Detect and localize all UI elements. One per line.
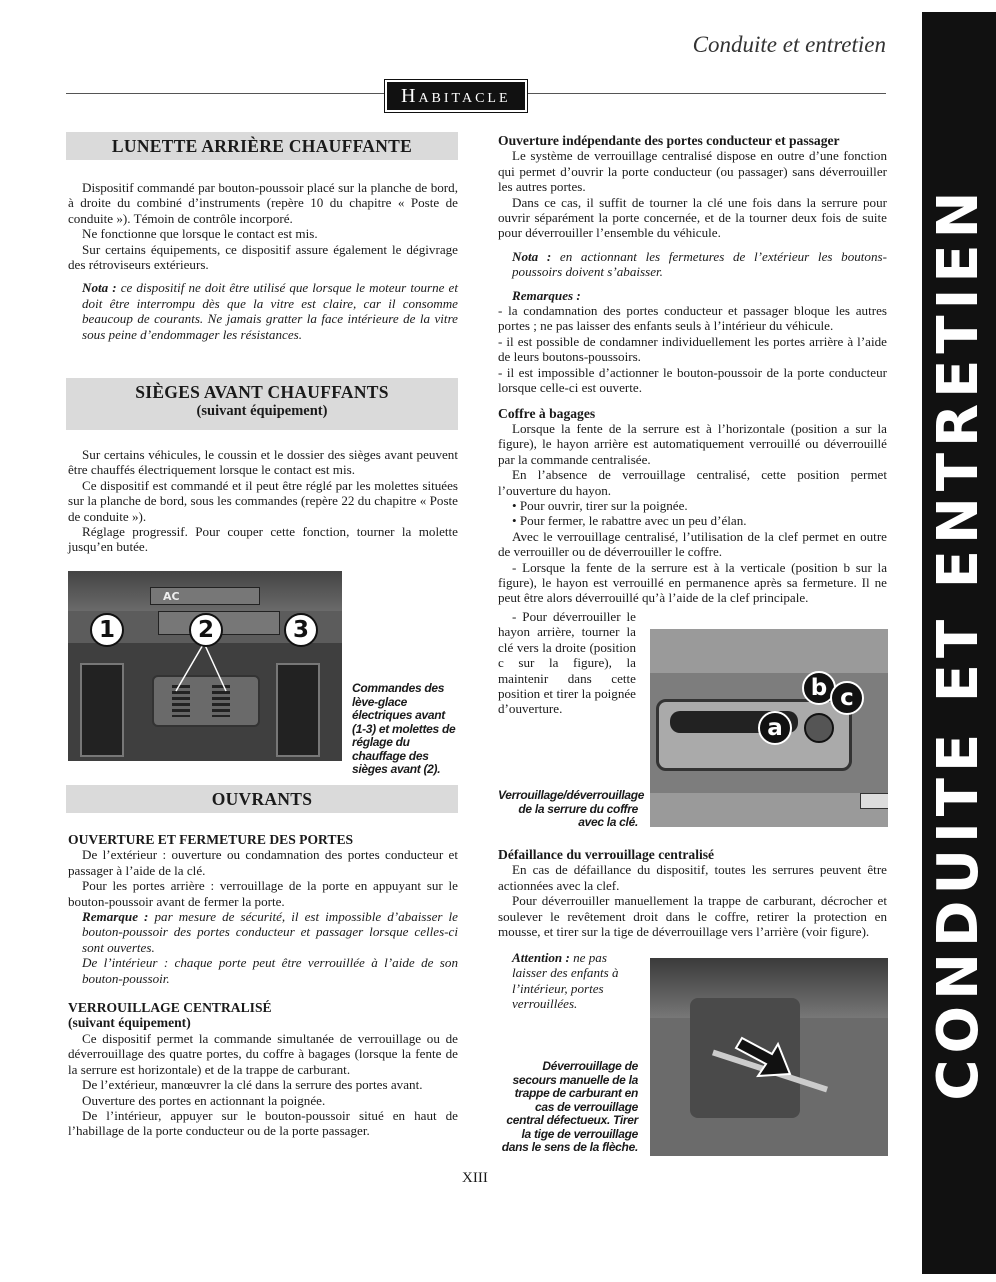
- side-tab-label: CONDUITE ET ENTRETIEN: [926, 185, 991, 1101]
- marker-a: a: [758, 711, 792, 745]
- paragraph: - Lorsque la fente de la serrure est à la verticale (position b sur la figure), le hayon est verrouillé en permanence après sa fermeture. Il ne peut être alors déverrouillé qu’à l’aide de la clef principale.: [498, 559, 887, 606]
- subheading: Ouverture indépendante des portes conducteur et passager: [498, 133, 840, 148]
- paragraph: En cas de défaillance du dispositif, toutes les serrures peuvent être actionnées avec la clef.: [498, 862, 887, 893]
- page-number: XIII: [462, 1170, 488, 1186]
- marker-2: 2: [189, 613, 223, 647]
- sieges-text: [68, 447, 458, 555]
- section-subtitle: (suivant équipement): [196, 403, 328, 419]
- right-column-top: [498, 133, 887, 606]
- side-tab: [922, 12, 996, 1274]
- photo-detail: [860, 793, 888, 809]
- paragraph: Lorsque la fente de la serrure est à l’horizontale (position a sur la figure), le hayon arrière est automatiquement verrouillé ou déverrouillé par la commande centralisée.: [498, 420, 887, 467]
- paragraph: Ce dispositif est commandé et il peut être réglé par les molettes situées sur la planche de bord, sous les commandes (repère 22 du chapitre « Poste de conduite »).: [68, 477, 458, 524]
- attention-note: [498, 950, 628, 1012]
- paragraph: Sur certains véhicules, le coussin et le dossier des sièges avant peuvent être chauffés électriquement lorsque le contact est mis.: [68, 447, 458, 478]
- paragraph: Avec le verrouillage centralisé, l’utilisation de la clef permet en outre de verrouiller ou de déverrouiller le coffre.: [498, 528, 887, 560]
- paragraph: Ouverture des portes en actionnant la poignée.: [82, 1092, 326, 1108]
- lock-caption: Verrouillage/déverrouillage de la serrure du coffre avec la clé.: [498, 788, 645, 829]
- paragraph: De l’intérieur, appuyer sur le bouton-poussoir situé en haut de l’habillage de la porte conducteur ou de la porte passager.: [68, 1107, 458, 1139]
- paragraph: Dans ce cas, il suffit de tourner la clé une fois dans la serrure pour ouvrir séparément la porte concernée, et de la tourner deux fois de suite pour déverrouiller l’ensemble du véhicule.: [498, 194, 887, 241]
- paragraph: - Pour déverrouiller le hayon arrière, tourner la clé vers la droite (position c sur la figure), la maintenir dans cette position et tirer la poignée d’ouverture.: [498, 609, 636, 717]
- paragraph: - il est impossible d’actionner le bouton-poussoir de la porte conducteur lorsque celle-ci est ouverte.: [498, 364, 887, 396]
- arrow-icon: [650, 958, 888, 1156]
- lunette-text: [68, 180, 458, 342]
- note-text: ne pas laisser des enfants à l’intérieur, portes verrouillées.: [512, 950, 619, 1012]
- marker-c: c: [830, 681, 864, 715]
- note-label: Remarque :: [82, 909, 149, 925]
- paragraph: Ne fonctionne que lorsque le contact est mis.: [82, 226, 318, 242]
- section-title: SIÈGES AVANT CHAUFFANTS: [135, 382, 389, 402]
- note-text: en actionnant les fermetures de l’extérieur les boutons-poussoirs doivent s’abaisser.: [512, 248, 887, 280]
- section-badge: Habitacle: [385, 80, 527, 112]
- marker-3: 3: [284, 613, 318, 647]
- note: [68, 909, 458, 955]
- remarks-label: Remarques :: [512, 287, 581, 303]
- note-label: Nota :: [82, 280, 117, 296]
- running-header: Conduite et entretien: [692, 32, 886, 57]
- coffre-narrow-text: [498, 609, 636, 717]
- section-banner-lunette: [66, 132, 458, 160]
- paragraph: Le système de verrouillage centralisé dispose en outre d’une fonction qui permet d’ouvrir la porte conducteur (ou passager) sans déverrouiller les autres portes.: [498, 148, 887, 195]
- fuel-release-photo: [650, 958, 888, 1156]
- note-text: par mesure de sécurité, il est impossible d’abaisser le bouton-poussoir des portes conducteur et passager lorsque celles-ci sont ouvertes.: [82, 909, 458, 955]
- paragraph: Dispositif commandé par bouton-poussoir placé sur la planche de bord, à droite du combiné d’instruments (repère 10 du chapitre « Poste de conduite »). Témoin de contrôle incorporé.: [68, 180, 458, 226]
- ac-button-label: AC: [163, 590, 180, 603]
- paragraph: Ce dispositif permet la commande simultanée de verrouillage ou de déverrouillage des quatre portes, du coffre à bagages (lorsque la fente de la serrure est horizontale) et de la trappe de carburant.: [68, 1030, 458, 1077]
- paragraph: Pour les portes arrière : verrouillage de la porte en appuyant sur le bouton-poussoir avant de fermer la porte.: [68, 878, 458, 909]
- subheading: VERROUILLAGE CENTRALISÉ: [68, 1000, 272, 1016]
- note: [498, 249, 887, 280]
- paragraph: • Pour fermer, le rabattre avec un peu d’élan.: [512, 513, 747, 529]
- note: [68, 280, 458, 342]
- paragraph: Réglage progressif. Pour couper cette fonction, tourner la molette jusqu’en butée.: [68, 524, 458, 555]
- paragraph: • Pour ouvrir, tirer sur la poignée.: [512, 497, 688, 513]
- paragraph: De l’extérieur, manœuvrer la clé dans la serrure des portes avant.: [82, 1077, 423, 1093]
- note: De l’intérieur : chaque porte peut être verrouillée à l’aide de son bouton-poussoir.: [82, 955, 458, 986]
- photo-caption: Commandes des lève-glace électriques avant (1-3) et molettes de réglage du chauffage des sièges avant (2).: [352, 681, 456, 776]
- paragraph: - la condamnation des portes conducteur et passager bloque les autres portes ; ne pas laisser des enfants seuls à l’intérieur du véhicule.: [498, 303, 887, 334]
- subheading: Défaillance du verrouillage centralisé: [498, 847, 715, 862]
- paragraph: Pour déverrouiller manuellement la trappe de carburant, décrocher et soulever le revêtement droit dans le coffre, retirer la protection en mousse, et tirer sur la tige de déverrouillage vers l’arrière (voir figure).: [498, 893, 887, 940]
- paragraph: Sur certains équipements, ce dispositif assure également le dégivrage des rétroviseurs extérieurs.: [68, 241, 458, 273]
- section-banner-sieges: [66, 378, 458, 430]
- paragraph: En l’absence de verrouillage centralisé, cette position permet l’ouverture du hayon.: [498, 467, 887, 498]
- marker-b: b: [802, 671, 836, 705]
- section-title: LUNETTE ARRIÈRE CHAUFFANTE: [111, 136, 413, 156]
- note-label: Nota :: [512, 248, 552, 264]
- section-title: OUVRANTS: [211, 789, 313, 809]
- note-label: Attention :: [512, 950, 570, 965]
- trunk-lock-photo: [650, 629, 888, 827]
- defaillance-text: [498, 847, 887, 939]
- subheading: OUVERTURE ET FERMETURE DES PORTES: [68, 832, 354, 847]
- marker-lines: [68, 571, 342, 761]
- subheading: Coffre à bagages: [498, 405, 596, 421]
- paragraph: - il est possible de condamner individuellement les portes arrière à l’aide de leurs boutons-poussoirs.: [498, 333, 887, 365]
- note-text: ce dispositif ne doit être utilisé que lorsque le moteur tourne et doit être interrompu dès que la vitre est claire, car il consomme beaucoup de courants. Ne jamais gratter la face intérieure de la vitre sous peine d’endommager les résistances.: [82, 280, 459, 342]
- dashboard-photo: [68, 571, 342, 761]
- fuel-release-caption: Déverrouillage de secours manuelle de la trappe de carburant en cas de verrouillage central défectueux. Tirer la tige de verrouillage dans le sens de la flèche.: [501, 1059, 638, 1154]
- subheading: (suivant équipement): [68, 1015, 191, 1031]
- paragraph: De l’extérieur : ouverture ou condamnation des portes conducteur et passager à l’aide de la clé.: [68, 847, 458, 878]
- ouvrants-text: [68, 832, 458, 1139]
- marker-1: 1: [90, 613, 124, 647]
- section-banner-ouvrants: [66, 785, 458, 813]
- lock-cylinder: [804, 713, 834, 743]
